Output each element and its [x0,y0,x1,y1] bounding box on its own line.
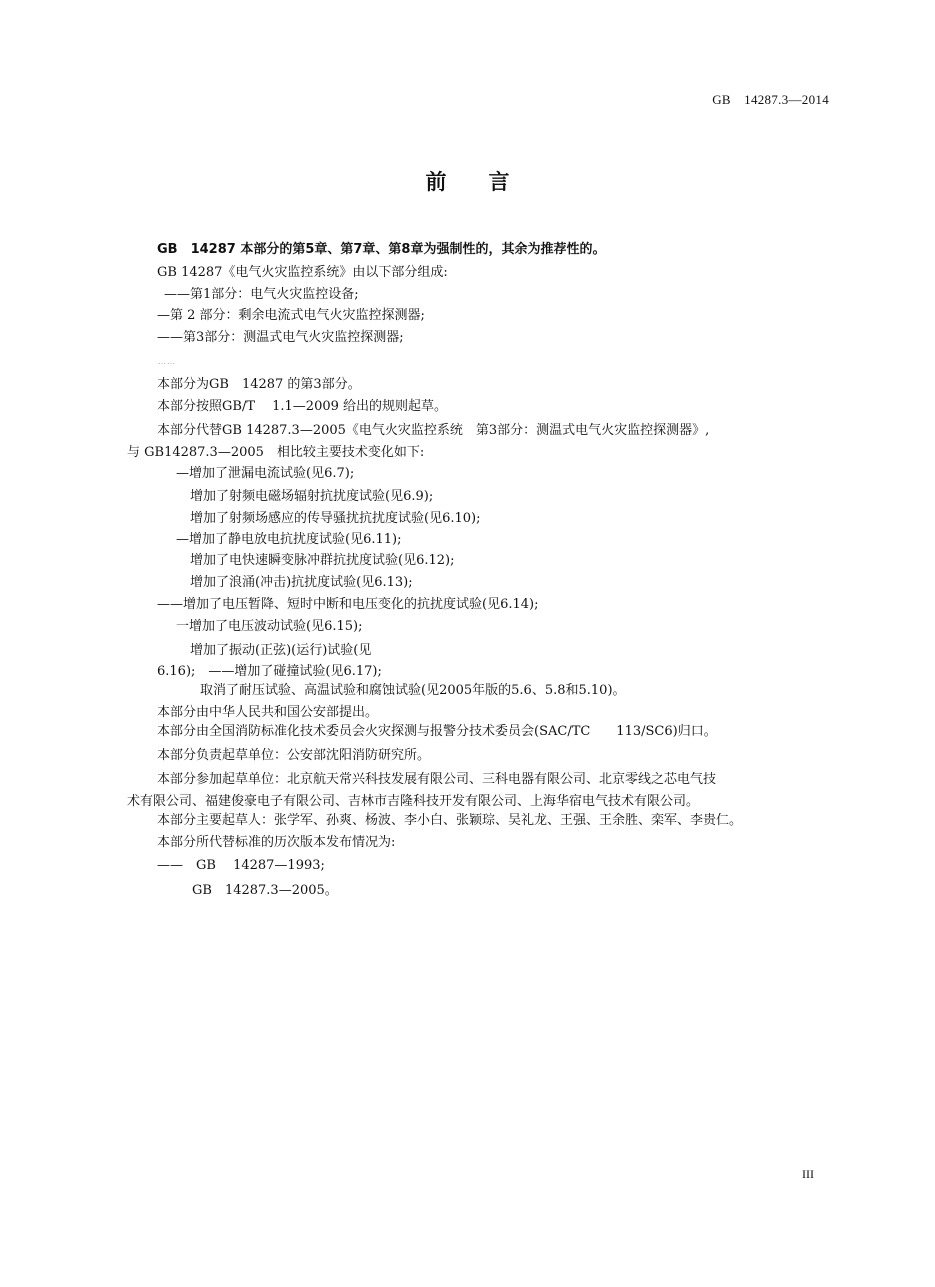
paragraph-under-jurisdiction: 本部分由全国消防标准化技术委员会火灾探测与报警分技术委员会(SAC/TC 113/SC6)归口。 [157,724,717,739]
change-item: 增加了振动(正弦)(运行)试验(见 [190,643,372,658]
list-ellipsis: …… [158,357,176,366]
mandatory-statement: GB 14287 本部分的第5章、第7章、第8章为强制性的，其余为推荐性的。 [157,242,606,257]
change-item: 6.16); ——增加了碰撞试验(见6.17); [157,664,382,679]
change-item: ——增加了电压暂降、短时中断和电压变化的抗扰度试验(见6.14); [157,597,539,612]
change-item: 增加了射频电磁场辐射抗扰度试验(见6.9); [190,489,434,504]
paragraph-drafting-unit: 本部分负责起草单位：公安部沈阳消防研究所。 [157,748,431,763]
paragraph-main-drafters: 本部分主要起草人：张学军、孙爽、杨波、李小白、张颖琮、吴礼龙、王强、王余胜、栾军、李贵仁。 [157,813,743,828]
page-title: 前言 [425,169,552,194]
change-item: 一增加了电压波动试验(见6.15); [176,619,363,634]
change-item: 取消了耐压试验、高温试验和腐蚀试验(见2005年版的5.6、5.8和5.10)。 [200,683,626,698]
paragraph-replaces-cont: 与 GB14287.3—2005 相比较主要技术变化如下: [127,445,425,460]
paragraph-part-number: 本部分为GB 14287 的第3部分。 [157,377,361,392]
change-item: —增加了静电放电抗扰度试验(见6.11); [176,532,402,547]
paragraph-history-intro: 本部分所代替标准的历次版本发布情况为: [157,835,396,850]
paragraph-replaces: 本部分代替GB 14287.3—2005《电气火灾监控系统 第3部分：测温式电气火灾监控探测器》, [157,423,710,438]
page-number: III [802,1167,814,1181]
list-item-part3: ——第3部分：测温式电气火灾监控探测器; [157,330,404,345]
standard-number-header: GB 14287.3—2014 [712,92,829,107]
paragraph-drafting-rules: 本部分按照GB/T 1.1—2009 给出的规则起草。 [157,399,448,414]
change-item: 增加了射频场感应的传导骚扰抗扰度试验(见6.10); [190,511,481,526]
paragraph-participating-units-cont: 术有限公司、福建俊豪电子有限公司、吉林市吉隆科技开发有限公司、上海华宿电气技术有限公司。 [127,794,700,809]
change-item: 增加了电快速瞬变脉冲群抗扰度试验(见6.12); [190,553,455,568]
paragraph-proposed-by: 本部分由中华人民共和国公安部提出。 [157,705,379,720]
paragraph-parts-intro: GB 14287《电气火灾监控系统》由以下部分组成: [157,265,448,280]
history-item: GB 14287.3—2005。 [192,883,338,898]
history-item: —— GB 14287—1993; [157,858,325,873]
list-item-part2: —第 2 部分：剩余电流式电气火灾监控探测器; [157,308,425,323]
paragraph-participating-units: 本部分参加起草单位：北京航天常兴科技发展有限公司、三科电器有限公司、北京零线之芯电气技 [157,772,717,787]
change-item: 增加了浪涌(冲击)抗扰度试验(见6.13); [190,575,413,590]
list-item-part1: ——第1部分：电气火灾监控设备; [164,287,359,302]
change-item: —增加了泄漏电流试验(见6.7); [176,466,355,481]
